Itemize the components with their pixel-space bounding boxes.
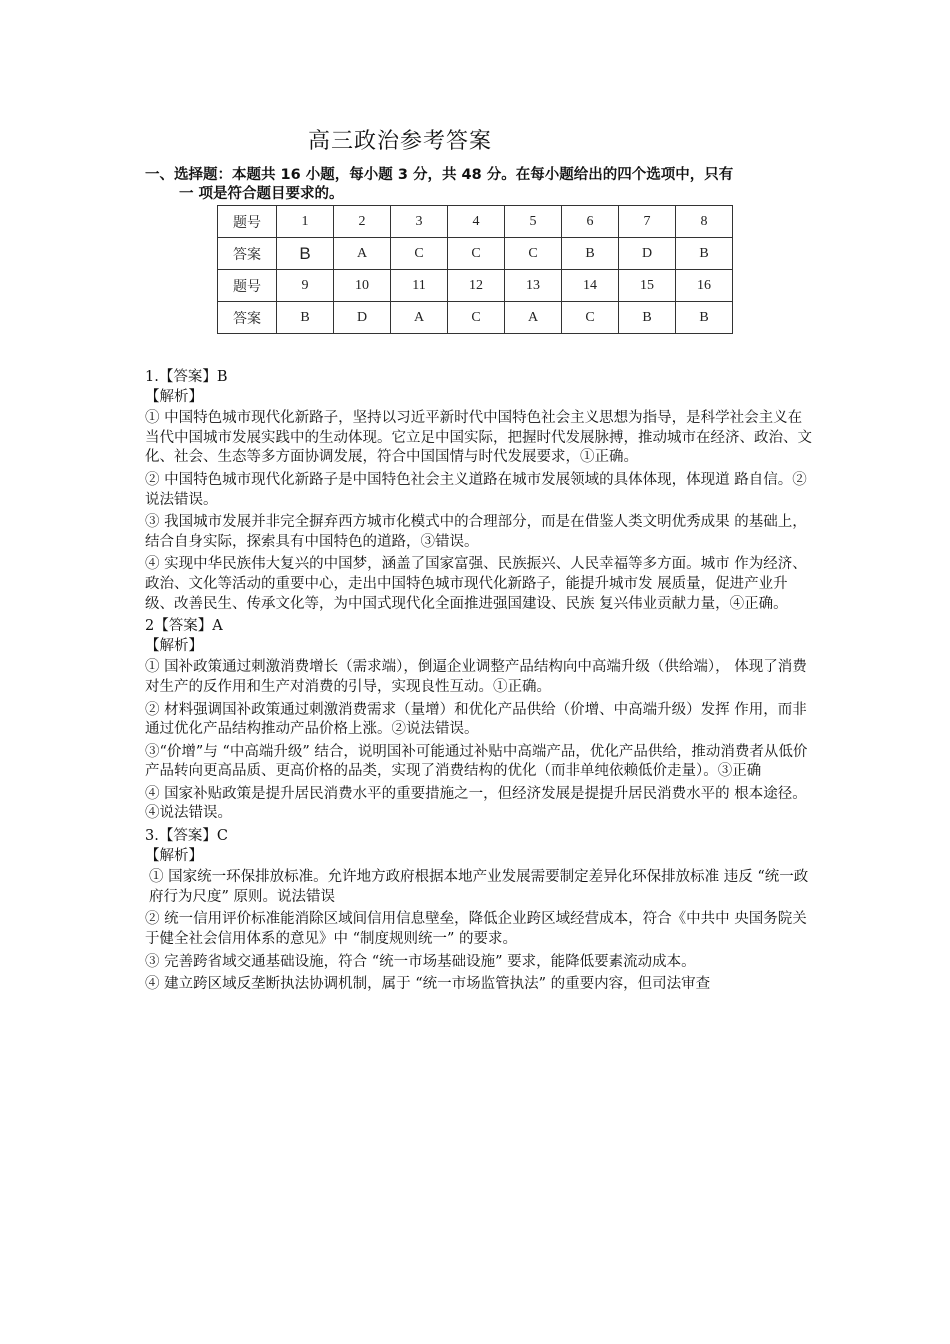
table-cell: A — [505, 302, 562, 334]
table-cell: D — [619, 238, 676, 270]
table-cell: 6 — [562, 206, 619, 238]
table-cell: C — [391, 238, 448, 270]
table-cell: B — [676, 238, 733, 270]
table-cell: B — [676, 302, 733, 334]
section-heading-line1: 一、选择题：本题共 16 小题，每小题 3 分，共 48 分。在每小题给出的四个选项中，只有 — [145, 167, 734, 183]
table-cell: 10 — [334, 270, 391, 302]
q3-answer: 3.【答案】C — [145, 828, 228, 845]
row-label-number: 题号 — [218, 270, 277, 302]
table-row — [218, 206, 733, 238]
table-cell: C — [505, 238, 562, 270]
answer-table — [217, 205, 733, 334]
q2-point-3: ③“价增”与 “中高端升级” 结合，说明国补可能通过补贴中高端产品，优化产品供给，推动消费者从低价产品转向更高品质、更高价格的品类，实现了消费结构的优化（而非单纯依赖低价走量）。③正确 — [145, 743, 808, 780]
q3-point-4: ④ 建立跨区域反垄断执法协调机制，属于 “统一市场监管执法” 的重要内容，但司法审查 — [145, 976, 711, 993]
table-cell: 15 — [619, 270, 676, 302]
table-cell: 9 — [277, 270, 334, 302]
table-cell: C — [448, 302, 505, 334]
q1-point-1: ① 中国特色城市现代化新路子，坚持以习近平新时代中国特色社会主义思想为指导，是科学社会主义在当代中国城市发展实践中的生动体现。它立足中国实际，把握时代发展脉搏，推动城市在经济、政治、文化、社会、生态等多方面协调发展，符合中国国情与时代发展要求，①正确。 — [145, 410, 812, 466]
table-cell: C — [562, 302, 619, 334]
table-cell: C — [448, 238, 505, 270]
table-cell: 5 — [505, 206, 562, 238]
section-heading-line2: 一 项是符合题目要求的。 — [179, 186, 344, 202]
table-cell: 4 — [448, 206, 505, 238]
table-row — [218, 302, 733, 334]
q1-analysis-label: 【解析】 — [145, 388, 203, 405]
table-cell: D — [334, 302, 391, 334]
q2-point-4: ④ 国家补贴政策是提升居民消费水平的重要措施之一，但经济发展是提提升居民消费水平的 根本途径。④说法错误。 — [145, 785, 807, 822]
q3-point-3: ③ 完善跨省域交通基础设施，符合 “统一市场基础设施” 要求，能降低要素流动成本。 — [145, 953, 696, 970]
table-cell: B — [562, 238, 619, 270]
table-cell: 1 — [277, 206, 334, 238]
table-cell: 14 — [562, 270, 619, 302]
table-cell: B — [277, 238, 334, 270]
table-row — [218, 238, 733, 270]
table-cell: 16 — [676, 270, 733, 302]
row-label-answer: 答案 — [218, 302, 277, 334]
row-label-answer: 答案 — [218, 238, 277, 270]
table-cell: A — [334, 238, 391, 270]
q3-point-1: ① 国家统一环保排放标准。允许地方政府根据本地产业发展需要制定差异化环保排放标准 违反 “统一政府行为尺度” 原则。说法错误 — [149, 869, 809, 905]
table-cell: 12 — [448, 270, 505, 302]
q2-point-2: ② 材料强调国补政策通过刺激消费需求（量增）和优化产品供给（价增、中高端升级）发挥 作用，而非通过优化产品结构推动产品价格上涨。②说法错误。 — [145, 701, 807, 738]
table-cell: 13 — [505, 270, 562, 302]
table-cell: 2 — [334, 206, 391, 238]
q3-point-2: ② 统一信用评价标准能消除区域间信用信息壁垒，降低企业跨区域经营成本，符合《中共中 央国务院关于健全社会信用体系的意见》中 “制度规则统一” 的要求。 — [145, 911, 807, 948]
table-cell: 11 — [391, 270, 448, 302]
table-cell: B — [619, 302, 676, 334]
q3-analysis-label: 【解析】 — [145, 847, 203, 864]
page-title: 高三政治参考答案 — [308, 129, 493, 154]
q2-analysis-label: 【解析】 — [145, 637, 203, 654]
q1-point-2: ② 中国特色城市现代化新路子是中国特色社会主义道路在城市发展领域的具体体现，体现道 路自信。②说法错误。 — [145, 471, 807, 508]
table-cell: 7 — [619, 206, 676, 238]
section-heading — [145, 166, 815, 204]
table-cell: 3 — [391, 206, 448, 238]
table-cell: A — [391, 302, 448, 334]
q1-point-4: ④ 实现中华民族伟大复兴的中国梦，涵盖了国家富强、民族振兴、人民幸福等多方面。城市 作为经济、政治、文化等活动的重要中心，走出中国特色城市现代化新路子，能提升城市发 展质量，促进产业升级、改善民生、传承文化等，为中国式现代化全面推进强国建设、民族 复兴伟业贡献力量，④正确。 — [145, 556, 807, 612]
q2-answer: 2【答案】A — [145, 618, 223, 635]
table-cell: 8 — [676, 206, 733, 238]
table-cell: B — [277, 302, 334, 334]
q1-answer: 1.【答案】B — [145, 369, 228, 385]
q1-point-3: ③ 我国城市发展并非完全摒弃西方城市化模式中的合理部分，而是在借鉴人类文明优秀成果 的基础上，结合自身实际，探索具有中国特色的道路，③错误。 — [145, 514, 807, 550]
explanations — [145, 368, 813, 998]
row-label-number: 题号 — [218, 206, 277, 238]
table-row — [218, 270, 733, 302]
q2-point-1: ① 国补政策通过刺激消费增长（需求端），倒逼企业调整产品结构向中高端升级（供给端）， 体现了消费对生产的反作用和生产对消费的引导，实现良性互动。①正确。 — [145, 659, 807, 695]
